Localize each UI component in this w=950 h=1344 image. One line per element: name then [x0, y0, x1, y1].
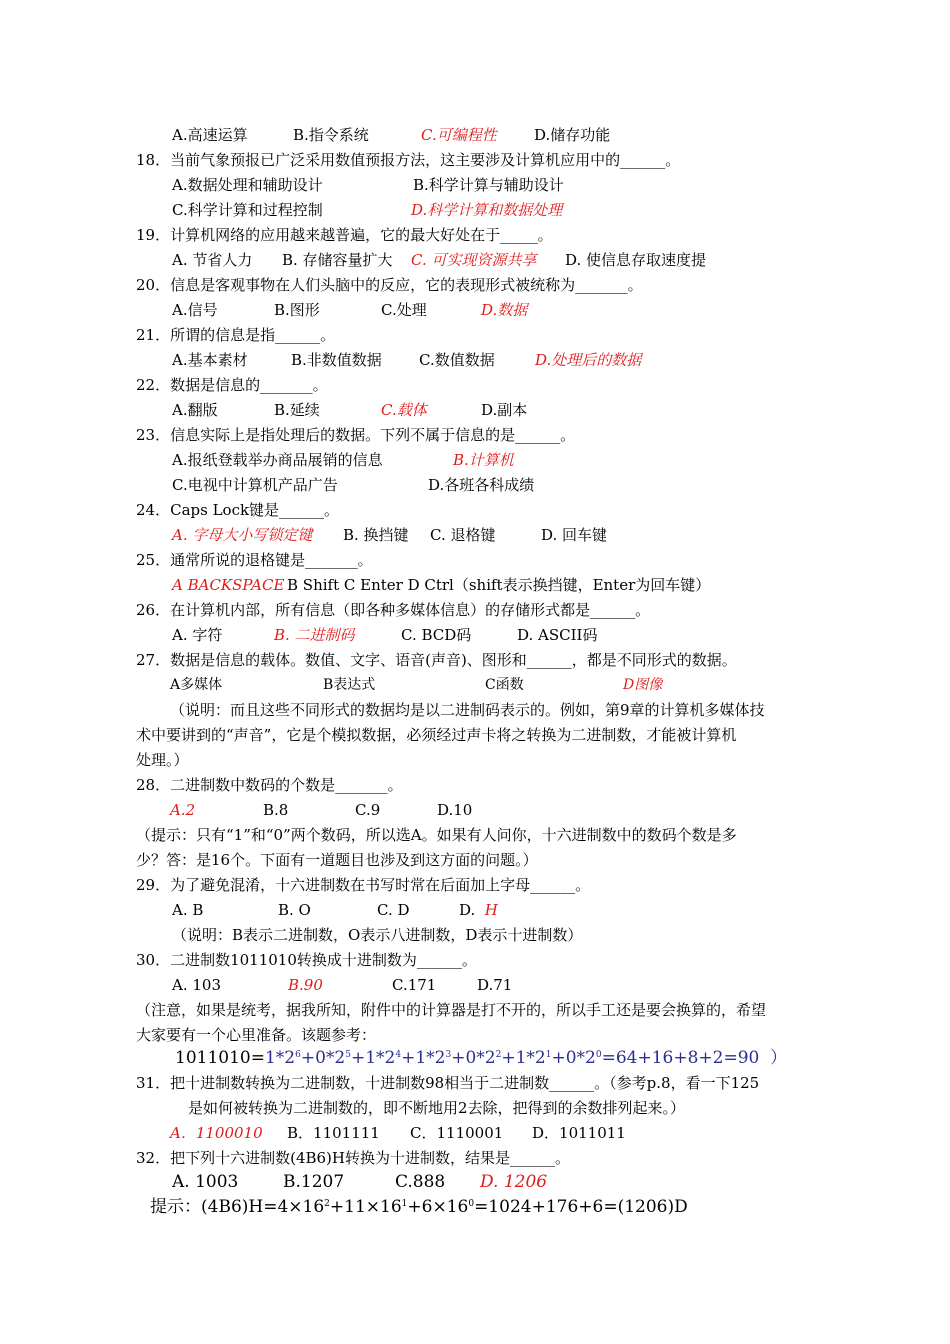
option-b: B.指令系统	[293, 126, 369, 144]
option-c: C.171	[392, 976, 437, 994]
option-c: C函数	[485, 677, 524, 693]
question-18: 18．当前气象预报已广泛采用数值预报方法，这主要涉及计算机应用中的______。	[136, 151, 681, 169]
option-d: D．1011011	[532, 1124, 626, 1142]
question-21: 21．所谓的信息是指______。	[136, 326, 336, 344]
option-a: A. B	[172, 901, 204, 919]
note-line: （说明：B表示二进制数，O表示八进制数，D表示十进制数）	[172, 926, 583, 944]
note-line: （提示：只有“1”和“0”两个数码，所以选A。如果有人问你，十六进制数中的数码个数是多	[136, 826, 737, 844]
option-d: D.10	[437, 801, 473, 819]
answer-option-c: C.可编程性	[421, 126, 497, 144]
option-a: A多媒体	[170, 677, 223, 693]
option-a: A.高速运算	[172, 126, 248, 144]
option-b: B．1101111	[287, 1124, 380, 1142]
option-c: C.电视中计算机产品广告	[172, 476, 338, 494]
option-c: C.9	[355, 801, 381, 819]
note-line: 处理。）	[136, 751, 189, 769]
question-32: 32．把下列十六进制数(4B6)H转换为十进制数，结果是______。	[136, 1149, 570, 1167]
options-rest: B Shift C Enter D Ctrl（shift表示换挡键，Enter为回车键）	[287, 576, 711, 594]
question-31: 31．把十进制数转换为二进制数，十进制数98相当于二进制数______。（参考p.8，看一下125	[136, 1074, 760, 1092]
option-b: B.1207	[283, 1172, 345, 1192]
option-a: A. 字符	[172, 626, 223, 644]
option-c: C. 退格键	[430, 526, 496, 544]
option-b: B.科学计算与辅助设计	[413, 176, 564, 194]
option-d: D.储存功能	[534, 126, 611, 144]
option-d: D. ASCII码	[517, 626, 598, 644]
option-d	[459, 900, 498, 920]
question-23: 23．信息实际上是指处理后的数据。下列不属于信息的是______。	[136, 426, 576, 444]
question-19: 19．计算机网络的应用越来越普遍，它的最大好处在于_____。	[136, 226, 553, 244]
option-c: C. BCD码	[401, 626, 472, 644]
note-line: 大家要有一个心里准备。该题参考：	[136, 1026, 377, 1044]
option-a: A.翻版	[172, 401, 218, 419]
question-20: 20．信息是客观事物在人们头脑中的反应，它的表现形式被统称为_______。	[136, 276, 643, 294]
option-d: D.各班各科成绩	[428, 476, 535, 494]
answer-option-b: B.计算机	[453, 451, 514, 469]
formula	[175, 1048, 787, 1068]
answer-option-d: D.科学计算和数据处理	[411, 201, 563, 219]
question-27: 27．数据是信息的载体。数值、文字、语音(声音)、图形和______，都是不同形式的数据。	[136, 651, 737, 669]
option-d: D. 回车键	[541, 526, 608, 544]
option-a: A.数据处理和辅助设计	[172, 176, 323, 194]
option-b: B. 存储容量扩大	[282, 251, 393, 269]
formula-start: 1011010=	[175, 1048, 265, 1068]
option-b: B.图形	[274, 301, 320, 319]
option-c: C.处理	[381, 301, 427, 319]
question-24: 24．Caps Lock键是______。	[136, 501, 340, 519]
answer-option-a: A BACKSPACE	[172, 576, 285, 594]
answer-option-b: B.90	[288, 976, 323, 994]
option-b: B表达式	[323, 677, 376, 693]
question-30: 30．二进制数1011010转换成十进制数为______。	[136, 951, 477, 969]
option-d-label: D.	[459, 901, 485, 919]
question-25: 25．通常所说的退格键是_______。	[136, 551, 373, 569]
option-d: D.副本	[481, 401, 528, 419]
answer-option-d: D. 1206	[480, 1172, 548, 1192]
option-c: C. D	[377, 901, 410, 919]
option-b: B. 换挡键	[343, 526, 409, 544]
option-a: A. 节省人力	[172, 251, 253, 269]
answer-option-b: B. 二进制码	[274, 626, 355, 644]
answer-option-d: D.处理后的数据	[535, 351, 642, 369]
note-line: （注意，如果是统考，据我所知，附件中的计算器是打不开的，所以手工还是要会换算的，希望	[136, 1001, 767, 1019]
question-28: 28．二进制数中数码的个数是_______。	[136, 776, 403, 794]
answer-option-d: D.数据	[481, 301, 528, 319]
option-a: A.信号	[172, 301, 218, 319]
answer-option-c: C. 可实现资源共享	[411, 251, 537, 269]
answer-option-a: A.2	[170, 801, 196, 819]
option-c: C.数值数据	[419, 351, 495, 369]
note-line: 少？答：是16个。下面有一道题目也涉及到这方面的问题。）	[136, 851, 538, 869]
option-c: C.888	[395, 1172, 446, 1192]
answer-option-a: A．1100010	[170, 1124, 263, 1142]
hint-line: 提示：$(4B6)H=4\times 16^2+11\times 16^1+6\times 16^0=1024+176+6=(1206)D$	[150, 1197, 688, 1217]
option-a: A.基本素材	[172, 351, 248, 369]
answer-letter: H	[484, 901, 498, 919]
option-b: B.8	[263, 801, 289, 819]
option-b: B.非数值数据	[291, 351, 382, 369]
question-22: 22．数据是信息的_______。	[136, 376, 328, 394]
option-b: B. O	[278, 901, 311, 919]
question-31-cont: 是如何被转换为二进制数的，即不断地用2去除，把得到的余数排列起来。）	[188, 1099, 686, 1117]
option-d: D.71	[477, 976, 513, 994]
option-c: C.科学计算和过程控制	[172, 201, 323, 219]
option-d: D. 使信息存取速度提	[565, 251, 707, 269]
option-b: B.延续	[274, 401, 320, 419]
note-line: （说明：而且这些不同形式的数据均是以二进制码表示的。例如，第9章的计算机多媒体技	[170, 701, 765, 719]
option-a: A. 103	[172, 976, 221, 994]
note-line: 术中要讲到的“声音”，它是个模拟数据，必须经过声卡将之转换为二进制数，才能被计算机	[136, 726, 737, 744]
answer-option-a: A. 字母大小写锁定键	[172, 526, 313, 544]
answer-option-d: D图像	[623, 677, 663, 693]
answer-option-c: C.载体	[381, 401, 427, 419]
option-a: A. 1003	[172, 1172, 239, 1192]
question-29: 29．为了避免混淆，十六进制数在书写时常在后面加上字母______。	[136, 876, 591, 894]
question-26: 26．在计算机内部，所有信息（即各种多媒体信息）的存储形式都是______。	[136, 601, 651, 619]
option-c: C．1110001	[410, 1124, 504, 1142]
formula-expansion: $1*2^6+0*2^5+1*2^4+1*2^3+0*2^2+1*2^1+0*2^0=64+16+8+2=90$ ）	[264, 1048, 788, 1068]
option-a: A.报纸登载举办商品展销的信息	[172, 451, 383, 469]
